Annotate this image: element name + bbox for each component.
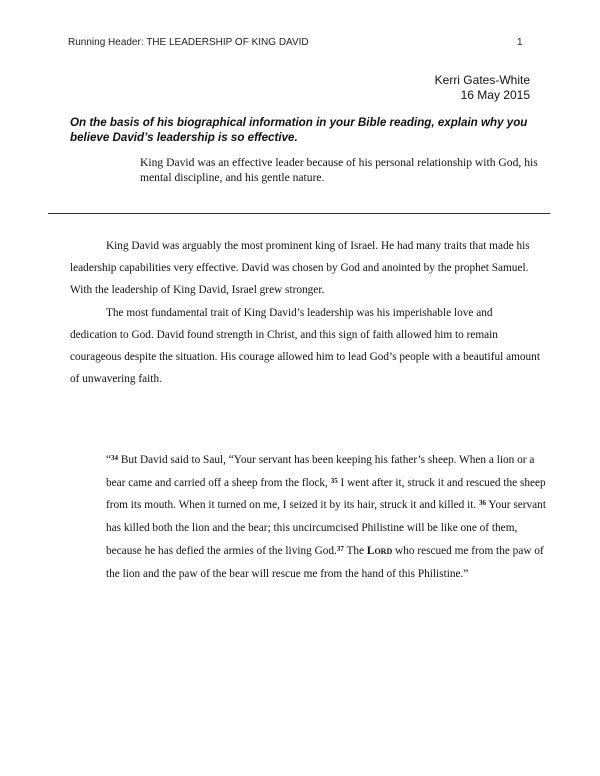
horizontal-divider <box>48 213 550 214</box>
verse-37-text: who rescued me from the paw of the lion and the paw of the bear will rescue me from the hand of this Philistine.” <box>106 544 544 580</box>
scripture-quote <box>106 449 546 585</box>
verse-35-text: I went after it, struck it and rescued the sheep from its mouth. When it turned on me, I seized it by its hair, struck it and killed it. <box>106 476 546 512</box>
thesis-statement: King David was an effective leader because of his personal relationship with God, his mental discipline, and his gentle nature. <box>140 156 538 184</box>
author-block <box>435 73 530 103</box>
page-number: 1 <box>517 37 523 48</box>
quote-open-mark: “ <box>106 454 112 466</box>
author-date: 16 May 2015 <box>460 88 530 102</box>
verse-37-prefix: The <box>343 544 367 557</box>
body-paragraph-1: King David was arguably the most prominent king of Israel. He had many traits that made his leadership capabilities very effective. David was chosen by God and anointed by the prophet Samuel. With the leadership of King David, Israel grew stronger. <box>70 240 530 297</box>
verse-number-34: 34 <box>111 454 119 462</box>
verse-number-35: 35 <box>330 476 338 485</box>
essay-body <box>70 235 540 390</box>
author-name: Kerri Gates-White <box>434 73 530 87</box>
essay-prompt: On the basis of his biographical information in your Bible reading, explain why you believe David’s leadership is so effective. <box>70 116 528 144</box>
running-header: Running Header: THE LEADERSHIP OF KING DAVID <box>68 37 309 48</box>
verse-34-text: But David said to Saul, “Your servant has been keeping his father’s sheep. When a lion or a bear came and carried off a sheep from the flock, <box>106 454 535 489</box>
verse-number-37: 37 <box>336 544 344 553</box>
lord-small-caps: Lord <box>366 544 393 557</box>
verse-number-36: 36 <box>479 499 487 508</box>
body-paragraph-2: The most fundamental trait of King David’s leadership was his imperishable love and dedication to God. David found strength in Christ, and this sign of faith allowed him to remain courageous despite the situation. His courage allowed him to lead God’s people with a beautiful amount of unwavering faith. <box>70 306 540 386</box>
verse-36-text: Your servant has killed both the lion and the bear; this uncircumcised Philistine will be like one of them, because he has defied the armies of the living God. <box>106 499 546 557</box>
